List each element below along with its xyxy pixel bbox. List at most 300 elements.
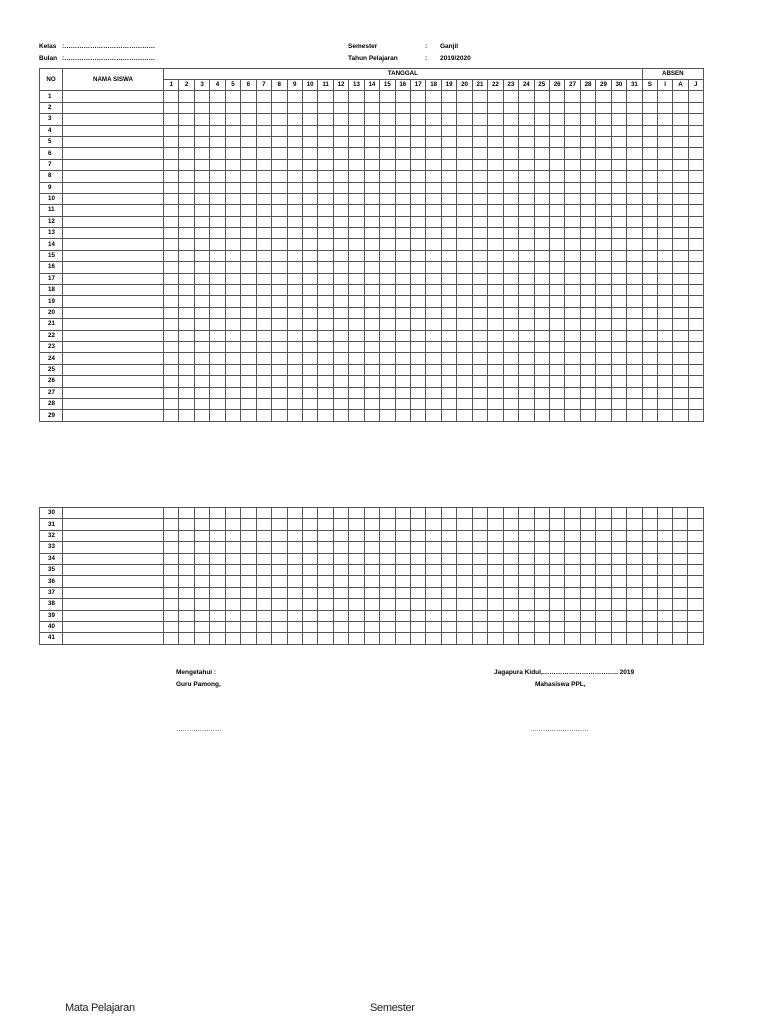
attendance-cell[interactable] <box>673 273 688 284</box>
attendance-cell[interactable] <box>272 205 287 216</box>
student-name-cell[interactable] <box>63 341 164 352</box>
attendance-cell[interactable] <box>210 564 225 575</box>
attendance-cell[interactable] <box>642 285 657 296</box>
attendance-cell[interactable] <box>411 319 426 330</box>
attendance-cell[interactable] <box>287 587 302 598</box>
attendance-cell[interactable] <box>179 530 194 541</box>
attendance-cell[interactable] <box>241 148 256 159</box>
attendance-cell[interactable] <box>565 228 580 239</box>
attendance-cell[interactable] <box>457 364 472 375</box>
attendance-cell[interactable] <box>627 542 642 553</box>
attendance-cell[interactable] <box>627 205 643 216</box>
attendance-cell[interactable] <box>673 530 688 541</box>
attendance-cell[interactable] <box>256 296 271 307</box>
attendance-cell[interactable] <box>302 376 317 387</box>
student-name-cell[interactable] <box>63 239 164 250</box>
attendance-cell[interactable] <box>241 250 256 261</box>
attendance-cell[interactable] <box>426 553 441 564</box>
attendance-cell[interactable] <box>225 148 240 159</box>
attendance-cell[interactable] <box>673 239 688 250</box>
attendance-cell[interactable] <box>318 159 333 170</box>
attendance-cell[interactable] <box>411 410 426 421</box>
attendance-cell[interactable] <box>395 307 410 318</box>
attendance-cell[interactable] <box>395 296 410 307</box>
attendance-cell[interactable] <box>210 205 225 216</box>
student-name-cell[interactable] <box>63 633 164 644</box>
attendance-cell[interactable] <box>457 125 472 136</box>
attendance-cell[interactable] <box>349 410 364 421</box>
attendance-cell[interactable] <box>194 610 209 621</box>
attendance-cell[interactable] <box>441 239 456 250</box>
attendance-cell[interactable] <box>411 91 426 102</box>
attendance-cell[interactable] <box>688 410 703 421</box>
attendance-cell[interactable] <box>318 239 333 250</box>
attendance-cell[interactable] <box>673 216 688 227</box>
attendance-cell[interactable] <box>333 193 348 204</box>
attendance-cell[interactable] <box>549 205 564 216</box>
attendance-cell[interactable] <box>287 610 302 621</box>
attendance-cell[interactable] <box>627 102 643 113</box>
attendance-cell[interactable] <box>611 250 626 261</box>
attendance-cell[interactable] <box>164 341 179 352</box>
attendance-cell[interactable] <box>210 182 225 193</box>
attendance-cell[interactable] <box>164 530 179 541</box>
attendance-cell[interactable] <box>673 125 688 136</box>
attendance-cell[interactable] <box>688 542 703 553</box>
attendance-cell[interactable] <box>441 599 456 610</box>
attendance-cell[interactable] <box>549 114 564 125</box>
attendance-cell[interactable] <box>194 136 209 147</box>
attendance-cell[interactable] <box>164 398 179 409</box>
attendance-cell[interactable] <box>534 296 549 307</box>
attendance-cell[interactable] <box>426 587 441 598</box>
student-name-cell[interactable] <box>63 307 164 318</box>
attendance-cell[interactable] <box>503 136 518 147</box>
attendance-cell[interactable] <box>349 296 364 307</box>
attendance-cell[interactable] <box>580 508 595 519</box>
attendance-cell[interactable] <box>318 353 333 364</box>
attendance-cell[interactable] <box>596 262 611 273</box>
attendance-cell[interactable] <box>256 599 271 610</box>
attendance-cell[interactable] <box>580 285 595 296</box>
attendance-cell[interactable] <box>488 610 503 621</box>
attendance-cell[interactable] <box>225 193 240 204</box>
attendance-cell[interactable] <box>272 228 287 239</box>
attendance-cell[interactable] <box>441 102 456 113</box>
attendance-cell[interactable] <box>457 621 472 632</box>
attendance-cell[interactable] <box>503 148 518 159</box>
attendance-cell[interactable] <box>302 114 317 125</box>
attendance-cell[interactable] <box>272 102 287 113</box>
attendance-cell[interactable] <box>380 171 395 182</box>
attendance-cell[interactable] <box>364 125 379 136</box>
attendance-cell[interactable] <box>349 91 364 102</box>
attendance-cell[interactable] <box>673 398 688 409</box>
attendance-cell[interactable] <box>241 410 256 421</box>
attendance-cell[interactable] <box>549 341 564 352</box>
attendance-cell[interactable] <box>596 159 611 170</box>
attendance-cell[interactable] <box>302 542 317 553</box>
attendance-cell[interactable] <box>210 319 225 330</box>
attendance-cell[interactable] <box>333 102 348 113</box>
attendance-cell[interactable] <box>364 341 379 352</box>
attendance-cell[interactable] <box>657 587 672 598</box>
attendance-cell[interactable] <box>658 250 673 261</box>
attendance-cell[interactable] <box>210 285 225 296</box>
attendance-cell[interactable] <box>194 587 209 598</box>
student-name-cell[interactable] <box>63 508 164 519</box>
attendance-cell[interactable] <box>642 307 657 318</box>
attendance-cell[interactable] <box>318 250 333 261</box>
attendance-cell[interactable] <box>534 193 549 204</box>
attendance-cell[interactable] <box>658 91 673 102</box>
attendance-cell[interactable] <box>349 273 364 284</box>
attendance-cell[interactable] <box>441 553 456 564</box>
attendance-cell[interactable] <box>688 553 703 564</box>
attendance-cell[interactable] <box>627 410 643 421</box>
attendance-cell[interactable] <box>673 553 688 564</box>
attendance-cell[interactable] <box>565 633 580 644</box>
attendance-cell[interactable] <box>503 182 518 193</box>
attendance-cell[interactable] <box>596 193 611 204</box>
attendance-cell[interactable] <box>534 250 549 261</box>
attendance-cell[interactable] <box>549 148 564 159</box>
attendance-cell[interactable] <box>411 553 426 564</box>
attendance-cell[interactable] <box>565 216 580 227</box>
attendance-cell[interactable] <box>642 148 657 159</box>
attendance-cell[interactable] <box>503 530 518 541</box>
attendance-cell[interactable] <box>411 587 426 598</box>
attendance-cell[interactable] <box>441 364 456 375</box>
attendance-cell[interactable] <box>549 508 564 519</box>
attendance-cell[interactable] <box>333 364 348 375</box>
attendance-cell[interactable] <box>287 519 302 530</box>
attendance-cell[interactable] <box>565 262 580 273</box>
attendance-cell[interactable] <box>210 159 225 170</box>
attendance-cell[interactable] <box>627 387 643 398</box>
attendance-cell[interactable] <box>225 228 240 239</box>
attendance-cell[interactable] <box>256 159 271 170</box>
attendance-cell[interactable] <box>488 136 503 147</box>
attendance-cell[interactable] <box>302 564 317 575</box>
attendance-cell[interactable] <box>241 530 256 541</box>
student-name-cell[interactable] <box>63 136 164 147</box>
attendance-cell[interactable] <box>596 319 611 330</box>
attendance-cell[interactable] <box>519 553 534 564</box>
attendance-cell[interactable] <box>534 273 549 284</box>
attendance-cell[interactable] <box>596 250 611 261</box>
attendance-cell[interactable] <box>426 307 441 318</box>
attendance-cell[interactable] <box>627 508 642 519</box>
attendance-cell[interactable] <box>225 159 240 170</box>
attendance-cell[interactable] <box>318 319 333 330</box>
attendance-cell[interactable] <box>503 193 518 204</box>
attendance-cell[interactable] <box>241 91 256 102</box>
attendance-cell[interactable] <box>503 171 518 182</box>
attendance-cell[interactable] <box>164 576 179 587</box>
attendance-cell[interactable] <box>380 193 395 204</box>
attendance-cell[interactable] <box>457 102 472 113</box>
attendance-cell[interactable] <box>380 542 395 553</box>
attendance-cell[interactable] <box>272 307 287 318</box>
attendance-cell[interactable] <box>411 633 426 644</box>
student-name-cell[interactable] <box>63 193 164 204</box>
attendance-cell[interactable] <box>549 610 564 621</box>
attendance-cell[interactable] <box>241 273 256 284</box>
attendance-cell[interactable] <box>179 599 194 610</box>
attendance-cell[interactable] <box>457 341 472 352</box>
attendance-cell[interactable] <box>627 610 642 621</box>
student-name-cell[interactable] <box>63 296 164 307</box>
attendance-cell[interactable] <box>318 171 333 182</box>
attendance-cell[interactable] <box>580 296 595 307</box>
attendance-cell[interactable] <box>441 307 456 318</box>
attendance-cell[interactable] <box>302 216 317 227</box>
attendance-cell[interactable] <box>241 553 256 564</box>
attendance-cell[interactable] <box>395 182 410 193</box>
attendance-cell[interactable] <box>302 387 317 398</box>
attendance-cell[interactable] <box>395 285 410 296</box>
student-name-cell[interactable] <box>63 91 164 102</box>
attendance-cell[interactable] <box>349 530 364 541</box>
attendance-cell[interactable] <box>658 148 673 159</box>
attendance-cell[interactable] <box>426 216 441 227</box>
attendance-cell[interactable] <box>225 376 240 387</box>
attendance-cell[interactable] <box>318 228 333 239</box>
attendance-cell[interactable] <box>380 364 395 375</box>
attendance-cell[interactable] <box>179 621 194 632</box>
attendance-cell[interactable] <box>457 330 472 341</box>
attendance-cell[interactable] <box>164 376 179 387</box>
attendance-cell[interactable] <box>441 193 456 204</box>
attendance-cell[interactable] <box>164 114 179 125</box>
attendance-cell[interactable] <box>194 159 209 170</box>
attendance-cell[interactable] <box>333 330 348 341</box>
attendance-cell[interactable] <box>642 182 657 193</box>
attendance-cell[interactable] <box>488 193 503 204</box>
attendance-cell[interactable] <box>333 599 348 610</box>
attendance-cell[interactable] <box>534 148 549 159</box>
attendance-cell[interactable] <box>411 239 426 250</box>
attendance-cell[interactable] <box>241 171 256 182</box>
attendance-cell[interactable] <box>256 228 271 239</box>
attendance-cell[interactable] <box>380 148 395 159</box>
attendance-cell[interactable] <box>673 410 688 421</box>
attendance-cell[interactable] <box>364 621 379 632</box>
attendance-cell[interactable] <box>349 250 364 261</box>
attendance-cell[interactable] <box>441 148 456 159</box>
attendance-cell[interactable] <box>164 410 179 421</box>
attendance-cell[interactable] <box>565 125 580 136</box>
attendance-cell[interactable] <box>411 136 426 147</box>
attendance-cell[interactable] <box>318 307 333 318</box>
attendance-cell[interactable] <box>642 599 657 610</box>
attendance-cell[interactable] <box>272 542 287 553</box>
attendance-cell[interactable] <box>179 171 194 182</box>
attendance-cell[interactable] <box>657 564 672 575</box>
attendance-cell[interactable] <box>333 319 348 330</box>
attendance-cell[interactable] <box>411 387 426 398</box>
attendance-cell[interactable] <box>611 285 626 296</box>
attendance-cell[interactable] <box>225 587 240 598</box>
attendance-cell[interactable] <box>349 398 364 409</box>
attendance-cell[interactable] <box>472 599 487 610</box>
attendance-cell[interactable] <box>441 91 456 102</box>
attendance-cell[interactable] <box>225 250 240 261</box>
attendance-cell[interactable] <box>241 205 256 216</box>
attendance-cell[interactable] <box>256 125 271 136</box>
attendance-cell[interactable] <box>380 136 395 147</box>
attendance-cell[interactable] <box>565 508 580 519</box>
attendance-cell[interactable] <box>472 376 487 387</box>
attendance-cell[interactable] <box>302 262 317 273</box>
attendance-cell[interactable] <box>194 530 209 541</box>
attendance-cell[interactable] <box>256 193 271 204</box>
attendance-cell[interactable] <box>164 102 179 113</box>
attendance-cell[interactable] <box>395 376 410 387</box>
attendance-cell[interactable] <box>411 193 426 204</box>
attendance-cell[interactable] <box>642 376 657 387</box>
attendance-cell[interactable] <box>364 319 379 330</box>
attendance-cell[interactable] <box>318 508 333 519</box>
attendance-cell[interactable] <box>657 610 672 621</box>
attendance-cell[interactable] <box>349 159 364 170</box>
attendance-cell[interactable] <box>534 216 549 227</box>
attendance-cell[interactable] <box>426 102 441 113</box>
attendance-cell[interactable] <box>426 542 441 553</box>
attendance-cell[interactable] <box>302 599 317 610</box>
attendance-cell[interactable] <box>658 273 673 284</box>
attendance-cell[interactable] <box>241 576 256 587</box>
attendance-cell[interactable] <box>287 148 302 159</box>
attendance-cell[interactable] <box>673 364 688 375</box>
attendance-cell[interactable] <box>164 228 179 239</box>
attendance-cell[interactable] <box>457 599 472 610</box>
attendance-cell[interactable] <box>210 364 225 375</box>
attendance-cell[interactable] <box>225 508 240 519</box>
attendance-cell[interactable] <box>580 125 595 136</box>
attendance-cell[interactable] <box>611 587 626 598</box>
attendance-cell[interactable] <box>210 341 225 352</box>
attendance-cell[interactable] <box>503 587 518 598</box>
attendance-cell[interactable] <box>580 353 595 364</box>
attendance-cell[interactable] <box>472 530 487 541</box>
attendance-cell[interactable] <box>534 587 549 598</box>
attendance-cell[interactable] <box>596 296 611 307</box>
attendance-cell[interactable] <box>272 530 287 541</box>
attendance-cell[interactable] <box>565 102 580 113</box>
attendance-cell[interactable] <box>426 262 441 273</box>
attendance-cell[interactable] <box>380 285 395 296</box>
attendance-cell[interactable] <box>688 330 703 341</box>
attendance-cell[interactable] <box>472 114 487 125</box>
attendance-cell[interactable] <box>272 508 287 519</box>
student-name-cell[interactable] <box>63 398 164 409</box>
attendance-cell[interactable] <box>503 610 518 621</box>
attendance-cell[interactable] <box>565 387 580 398</box>
attendance-cell[interactable] <box>364 330 379 341</box>
attendance-cell[interactable] <box>688 633 703 644</box>
attendance-cell[interactable] <box>272 125 287 136</box>
attendance-cell[interactable] <box>488 262 503 273</box>
attendance-cell[interactable] <box>627 307 643 318</box>
attendance-cell[interactable] <box>519 216 534 227</box>
attendance-cell[interactable] <box>611 148 626 159</box>
attendance-cell[interactable] <box>380 205 395 216</box>
attendance-cell[interactable] <box>565 530 580 541</box>
attendance-cell[interactable] <box>534 387 549 398</box>
attendance-cell[interactable] <box>534 621 549 632</box>
attendance-cell[interactable] <box>534 330 549 341</box>
attendance-cell[interactable] <box>426 171 441 182</box>
attendance-cell[interactable] <box>472 182 487 193</box>
attendance-cell[interactable] <box>349 102 364 113</box>
attendance-cell[interactable] <box>457 171 472 182</box>
attendance-cell[interactable] <box>611 216 626 227</box>
attendance-cell[interactable] <box>658 341 673 352</box>
attendance-cell[interactable] <box>411 307 426 318</box>
attendance-cell[interactable] <box>225 136 240 147</box>
attendance-cell[interactable] <box>426 91 441 102</box>
attendance-cell[interactable] <box>441 319 456 330</box>
attendance-cell[interactable] <box>256 341 271 352</box>
attendance-cell[interactable] <box>210 542 225 553</box>
attendance-cell[interactable] <box>179 262 194 273</box>
attendance-cell[interactable] <box>194 519 209 530</box>
attendance-cell[interactable] <box>457 530 472 541</box>
attendance-cell[interactable] <box>488 228 503 239</box>
attendance-cell[interactable] <box>426 205 441 216</box>
attendance-cell[interactable] <box>688 148 703 159</box>
attendance-cell[interactable] <box>272 159 287 170</box>
attendance-cell[interactable] <box>194 319 209 330</box>
attendance-cell[interactable] <box>411 621 426 632</box>
attendance-cell[interactable] <box>395 564 410 575</box>
attendance-cell[interactable] <box>179 216 194 227</box>
attendance-cell[interactable] <box>596 91 611 102</box>
attendance-cell[interactable] <box>457 216 472 227</box>
attendance-cell[interactable] <box>426 125 441 136</box>
attendance-cell[interactable] <box>287 205 302 216</box>
attendance-cell[interactable] <box>457 136 472 147</box>
attendance-cell[interactable] <box>333 553 348 564</box>
attendance-cell[interactable] <box>333 410 348 421</box>
attendance-cell[interactable] <box>549 621 564 632</box>
attendance-cell[interactable] <box>241 599 256 610</box>
attendance-cell[interactable] <box>549 587 564 598</box>
attendance-cell[interactable] <box>318 341 333 352</box>
attendance-cell[interactable] <box>395 319 410 330</box>
attendance-cell[interactable] <box>241 319 256 330</box>
attendance-cell[interactable] <box>272 193 287 204</box>
attendance-cell[interactable] <box>333 542 348 553</box>
attendance-cell[interactable] <box>426 633 441 644</box>
attendance-cell[interactable] <box>549 307 564 318</box>
attendance-cell[interactable] <box>179 102 194 113</box>
attendance-cell[interactable] <box>488 102 503 113</box>
attendance-cell[interactable] <box>457 182 472 193</box>
attendance-cell[interactable] <box>488 387 503 398</box>
attendance-cell[interactable] <box>241 330 256 341</box>
attendance-cell[interactable] <box>457 576 472 587</box>
attendance-cell[interactable] <box>395 148 410 159</box>
attendance-cell[interactable] <box>627 171 643 182</box>
attendance-cell[interactable] <box>549 364 564 375</box>
attendance-cell[interactable] <box>673 610 688 621</box>
attendance-cell[interactable] <box>519 633 534 644</box>
attendance-cell[interactable] <box>411 376 426 387</box>
attendance-cell[interactable] <box>642 136 657 147</box>
